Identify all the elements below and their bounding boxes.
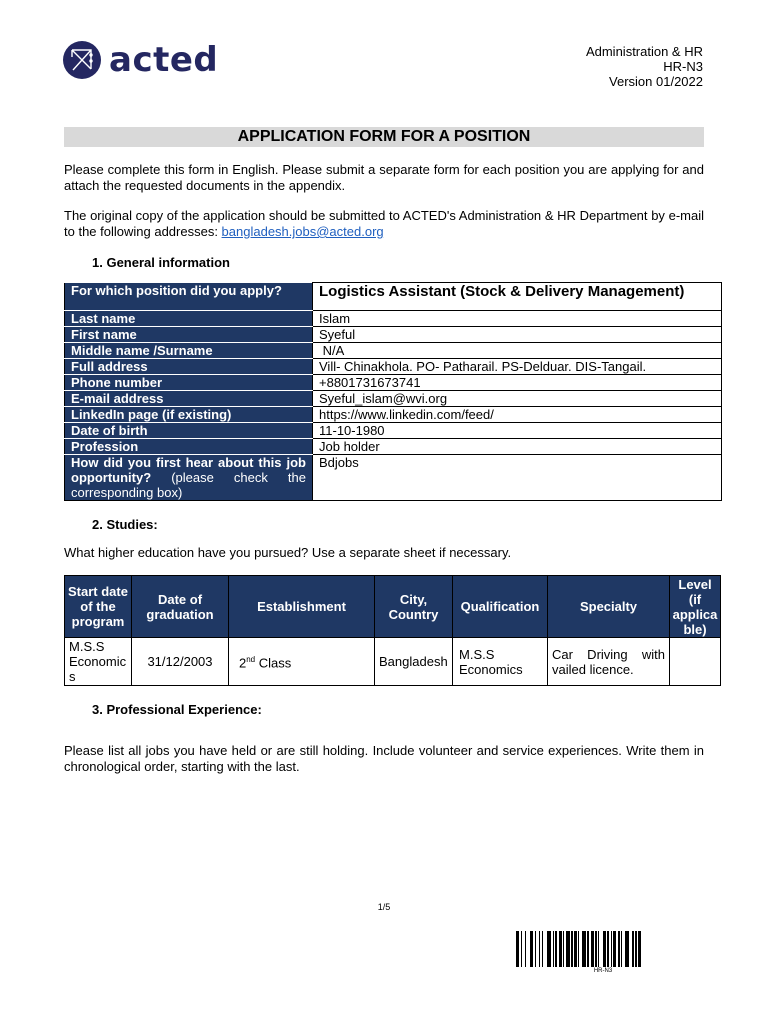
section-studies-heading: 2. Studies:	[92, 517, 158, 532]
field-value: Vill- Chinakhola. PO- Patharail. PS-Delduar. DIS-Tangail.	[313, 359, 722, 375]
column-header: Qualification	[453, 576, 548, 638]
studies-table	[64, 575, 721, 686]
page-title: APPLICATION FORM FOR A POSITION	[64, 127, 704, 147]
column-header: Specialty	[548, 576, 670, 638]
hear-about-label	[65, 455, 313, 501]
table-row	[65, 455, 722, 501]
field-label: First name	[65, 327, 313, 343]
table-row	[65, 423, 722, 439]
qualification-cell: M.S.S Economics	[453, 638, 548, 686]
graduation-cell: 31/12/2003	[132, 638, 229, 686]
field-label: E-mail address	[65, 391, 313, 407]
hear-note: (please check the corresponding box)	[71, 470, 306, 500]
document-header	[586, 44, 703, 89]
barcode-label: HR-N3	[593, 968, 613, 974]
table-row	[65, 439, 722, 455]
field-label: Last name	[65, 311, 313, 327]
table-row	[65, 283, 722, 311]
header-department: Administration & HR	[585, 44, 703, 59]
barcode-bar	[641, 931, 644, 967]
table-row	[65, 375, 722, 391]
field-label: Phone number	[65, 375, 313, 391]
acted-logo	[63, 41, 218, 79]
field-label: Full address	[65, 359, 313, 375]
table-row	[65, 638, 721, 686]
field-label: Middle name /Surname	[65, 343, 313, 359]
field-label: Profession	[65, 439, 313, 455]
field-value: Syeful	[313, 327, 722, 343]
header-code: HR-N3	[663, 59, 703, 74]
table-row	[65, 391, 722, 407]
field-value: Syeful_islam@wvi.org	[313, 391, 722, 407]
field-value: Job holder	[313, 439, 722, 455]
experience-intro: Please list all jobs you have held or are still holding. Include volunteer and service experiences. Write them in chronological order, starting with the last.	[64, 743, 704, 774]
level-cell	[670, 638, 721, 686]
field-label: LinkedIn page (if existing)	[65, 407, 313, 423]
table-row	[65, 407, 722, 423]
field-value: https://www.linkedin.com/feed/	[313, 407, 722, 423]
position-label: For which position did you apply?	[65, 283, 313, 311]
establishment-cell	[229, 638, 375, 686]
submission-paragraph	[64, 208, 704, 240]
field-value: N/A	[313, 343, 722, 359]
establishment-text: Class	[255, 655, 292, 671]
column-header: City, Country	[375, 576, 453, 638]
acted-emblem-icon	[63, 41, 101, 79]
hear-about-value: Bdjobs	[313, 455, 722, 501]
section-general-heading: 1. General information	[92, 255, 230, 270]
table-row	[65, 311, 722, 327]
table-header-row	[65, 576, 721, 638]
column-header: Date of graduation	[132, 576, 229, 638]
field-value: +8801731673741	[313, 375, 722, 391]
column-header: Establishment	[229, 576, 375, 638]
studies-intro: What higher education have you pursued? Use a separate sheet if necessary.	[64, 545, 512, 560]
field-value: Islam	[313, 311, 722, 327]
field-value: 11-10-1980	[313, 423, 722, 439]
general-information-table	[64, 282, 722, 501]
intro-paragraph: Please complete this form in English. Please submit a separate form for each position you are applying for and attach the requested documents in the appendix.	[64, 162, 704, 193]
table-row	[65, 343, 722, 359]
header-version: Version 01/2022	[609, 74, 703, 89]
specialty-cell: Car Driving with vailed licence.	[548, 638, 670, 686]
establishment-suffix: nd	[246, 655, 256, 665]
table-row	[65, 327, 722, 343]
hear-question: How did you first hear about this job opportunity?	[71, 455, 306, 485]
city-cell: Bangladesh	[375, 638, 453, 686]
submission-text: The original copy of the application should be submitted to ACTED's Administration & HR Department by e-mail to the following addresses:	[64, 208, 704, 239]
document-body	[64, 127, 722, 775]
email-link[interactable]: bangladesh.jobs@acted.org	[221, 224, 384, 239]
start-date-cell: M.S.S Economics	[65, 638, 132, 686]
logo-text: acted	[109, 40, 219, 80]
establishment-number: 2	[239, 655, 247, 671]
table-row	[65, 359, 722, 375]
field-label: Date of birth	[65, 423, 313, 439]
section-experience-heading: 3. Professional Experience:	[92, 702, 262, 717]
column-header: Start date of the program	[65, 576, 132, 638]
page-number: 1/5	[377, 902, 391, 912]
position-value: Logistics Assistant (Stock & Delivery Management)	[313, 283, 722, 311]
column-header: Level (if applicable)	[670, 576, 721, 638]
barcode	[516, 931, 690, 967]
